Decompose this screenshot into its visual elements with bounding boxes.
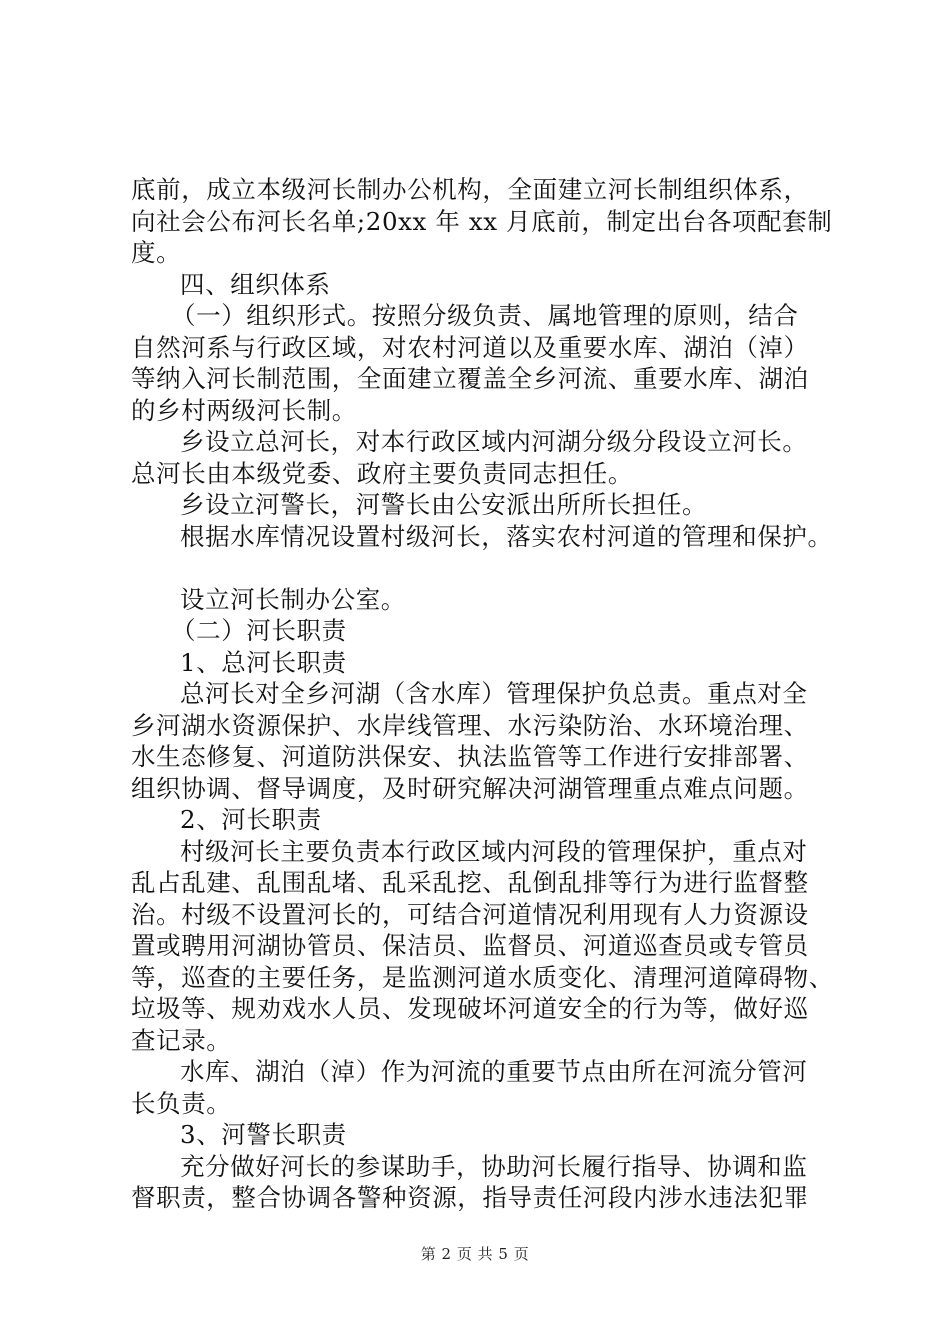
text-line: （一）组织形式。按照分级负责、属地管理的原则，结合 [171,301,799,330]
text-line: 乡设立河警长，河警长由公安派出所所长担任。 [180,490,708,519]
text-line: 等，巡查的主要任务，是监测河道水质变化、清理河道障碍物、 [131,962,834,992]
text-line: 水库、湖泊（淖）作为河流的重要节点由所在河流分管河 [180,1057,808,1086]
text-line: 乡河湖水资源保护、水岸线管理、水污染防治、水环境治理、 [131,710,809,740]
text-line: 置或聘用河湖协管员、保洁员、监督员、河道巡查员或专管员 [131,931,809,960]
text-line: 查记录。 [131,1025,232,1055]
text-line: 充分做好河长的参谋助手，协助河长履行指导、协调和监 [180,1151,808,1181]
text-line: 自然河系与行政区域，对农村河道以及重要水库、湖泊（淖） [131,332,809,362]
text-line: 的乡村两级河长制。 [131,395,357,425]
text-line: 根据水库情况设置村级河长，落实农村河道的管理和保护。 [180,521,833,551]
text-line: 乡设立总河长，对本行政区域内河湖分级分段设立河长。 [180,427,808,456]
text-line: 乱占乱建、乱围乱堵、乱采乱挖、乱倒乱排等行为进行监督整 [131,868,809,897]
text-line: 等纳入河长制范围，全面建立覆盖全乡河流、重要水库、湖泊 [131,364,809,393]
text-line: 村级河长主要负责本行政区域内河段的管理保护，重点对 [180,836,808,866]
subsection-heading: 3、河警长职责 [180,1120,347,1149]
text-line: 设立河长制办公室。 [180,584,406,614]
text-line: 垃圾等、规劝戏水人员、发现破坏河道安全的行为等，做好巡 [131,994,809,1023]
text-line: 长负责。 [131,1088,232,1118]
document-body [131,174,836,1214]
page-number-footer: 第 2 页 共 5 页 [420,1245,530,1263]
section-heading: 四、组织体系 [180,269,331,299]
text-line: 督职责，整合协调各警种资源，指导责任河段内涉水违法犯罪 [131,1183,809,1212]
subsection-heading: （二）河长职责 [171,616,347,645]
text-line: 治。村级不设置河长的，可结合河道情况利用现有人力资源设 [131,899,809,929]
text-line: 组织协调、督导调度，及时研究解决河湖管理重点难点问题。 [131,773,809,803]
subsection-heading: 2、河长职责 [180,805,322,834]
blank-line [131,552,836,584]
text-line: 总河长对全乡河湖（含水库）管理保护负总责。重点对全 [180,679,808,708]
text-line: 向社会公布河长名单;20xx 年 xx 月底前，制定出台各项配套制 [131,206,833,236]
text-line: 总河长由本级党委、政府主要负责同志担任。 [131,458,633,488]
text-line: 水生态修复、河道防洪保安、执法监管等工作进行安排部署、 [131,742,809,771]
subsection-heading: 1、总河长职责 [180,647,347,677]
text-line: 底前，成立本级河长制办公机构，全面建立河长制组织体系， [131,175,809,204]
text-line: 度。 [131,238,182,267]
